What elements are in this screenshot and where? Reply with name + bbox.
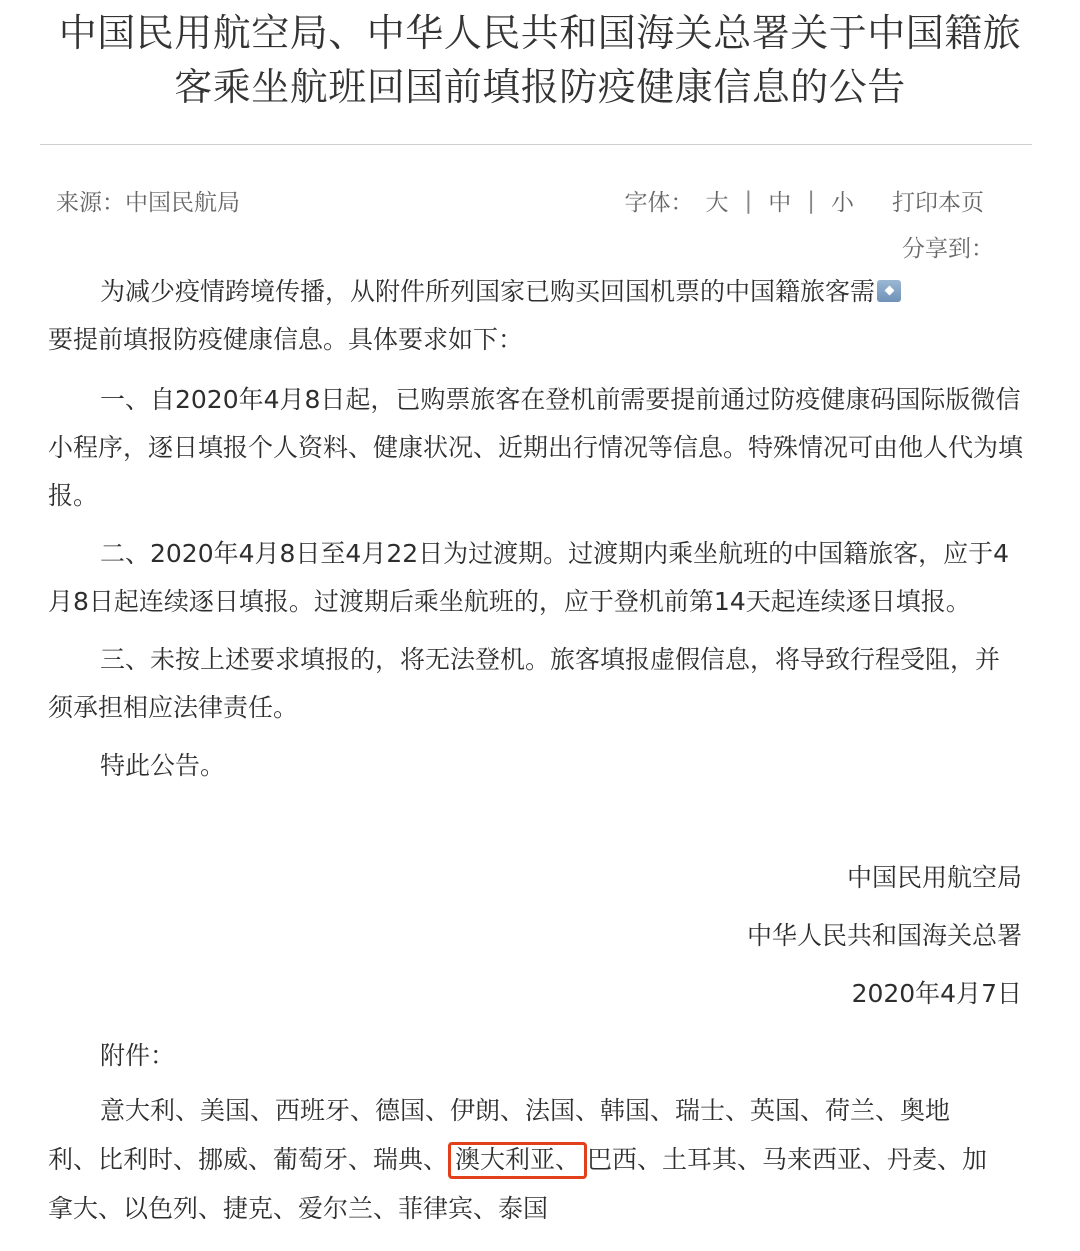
title-divider: [40, 144, 1032, 145]
item-3-paragraph: 三、未按上述要求填报的，将无法登机。旅客填报虚假信息，将导致行程受阻，并须承担相应法律责任。: [48, 645, 1001, 722]
annex-line-2: [48, 1135, 1024, 1184]
separator: |: [807, 187, 815, 214]
font-size-controls: [625, 184, 985, 217]
intro-paragraph: [48, 268, 1024, 316]
embedded-image-icon: [877, 280, 901, 302]
annex-label: 附件：: [100, 1041, 176, 1070]
page-title: [40, 6, 1040, 114]
annex-country-list: [48, 1086, 1024, 1233]
intro-text-a: 为减少疫情跨境传播，从附件所列国家已购买回国机票的中国籍旅客需: [100, 277, 876, 306]
intro-paragraph-cont: 要提前填报防疫健康信息。具体要求如下：: [48, 325, 524, 354]
highlighted-country-australia: 澳大利亚、: [448, 1142, 587, 1179]
item-1-paragraph: 一、自2020年4月8日起，已购票旅客在登机前需要提前通过防疫健康码国际版微信小程序，逐日填报个人资料、健康状况、近期出行情况等信息。特殊情况可由他人代为填报。: [48, 385, 1024, 510]
annex-line-2-post: 巴西、土耳其、马来西亚、丹麦、加: [587, 1145, 988, 1174]
announcement-body: [48, 268, 1024, 800]
source-label: 来源：中国民航局: [56, 190, 240, 216]
signature-org-2: 中华人民共和国海关总署: [746, 921, 1022, 950]
annex-line-1: 意大利、美国、西班牙、德国、伊朗、法国、韩国、瑞士、英国、荷兰、奥地: [100, 1096, 951, 1125]
item-2-paragraph: 二、2020年4月8日至4月22日为过渡期。过渡期内乘坐航班的中国籍旅客，应于4月8日起连续逐日填报。过渡期后乘坐航班的，应于登机前第14天起连续逐日填报。: [48, 539, 1010, 616]
closing-paragraph: 特此公告。: [100, 751, 226, 780]
font-large-link[interactable]: 大: [705, 190, 729, 216]
title-line-1: 中国民用航空局、中华人民共和国海关总署关于中国籍旅: [58, 11, 1022, 55]
font-small-link[interactable]: 小: [831, 190, 854, 216]
signature-date: 2020年4月7日: [851, 979, 1022, 1008]
annex-line-2-pre: 利、比利时、挪威、葡萄牙、瑞典、: [48, 1145, 449, 1174]
font-size-label: 字体：: [624, 190, 694, 216]
font-medium-link[interactable]: 中: [768, 190, 792, 216]
signature-org-1: 中国民用航空局: [846, 863, 1022, 892]
annex-line-3: 拿大、以色列、捷克、爱尔兰、菲律宾、泰国: [48, 1194, 549, 1223]
title-line-2: 客乘坐航班回国前填报防疫健康信息的公告: [174, 65, 906, 109]
share-label[interactable]: 分享到：: [902, 236, 994, 262]
print-page-link[interactable]: 打印本页: [892, 190, 984, 216]
separator: |: [744, 187, 753, 214]
